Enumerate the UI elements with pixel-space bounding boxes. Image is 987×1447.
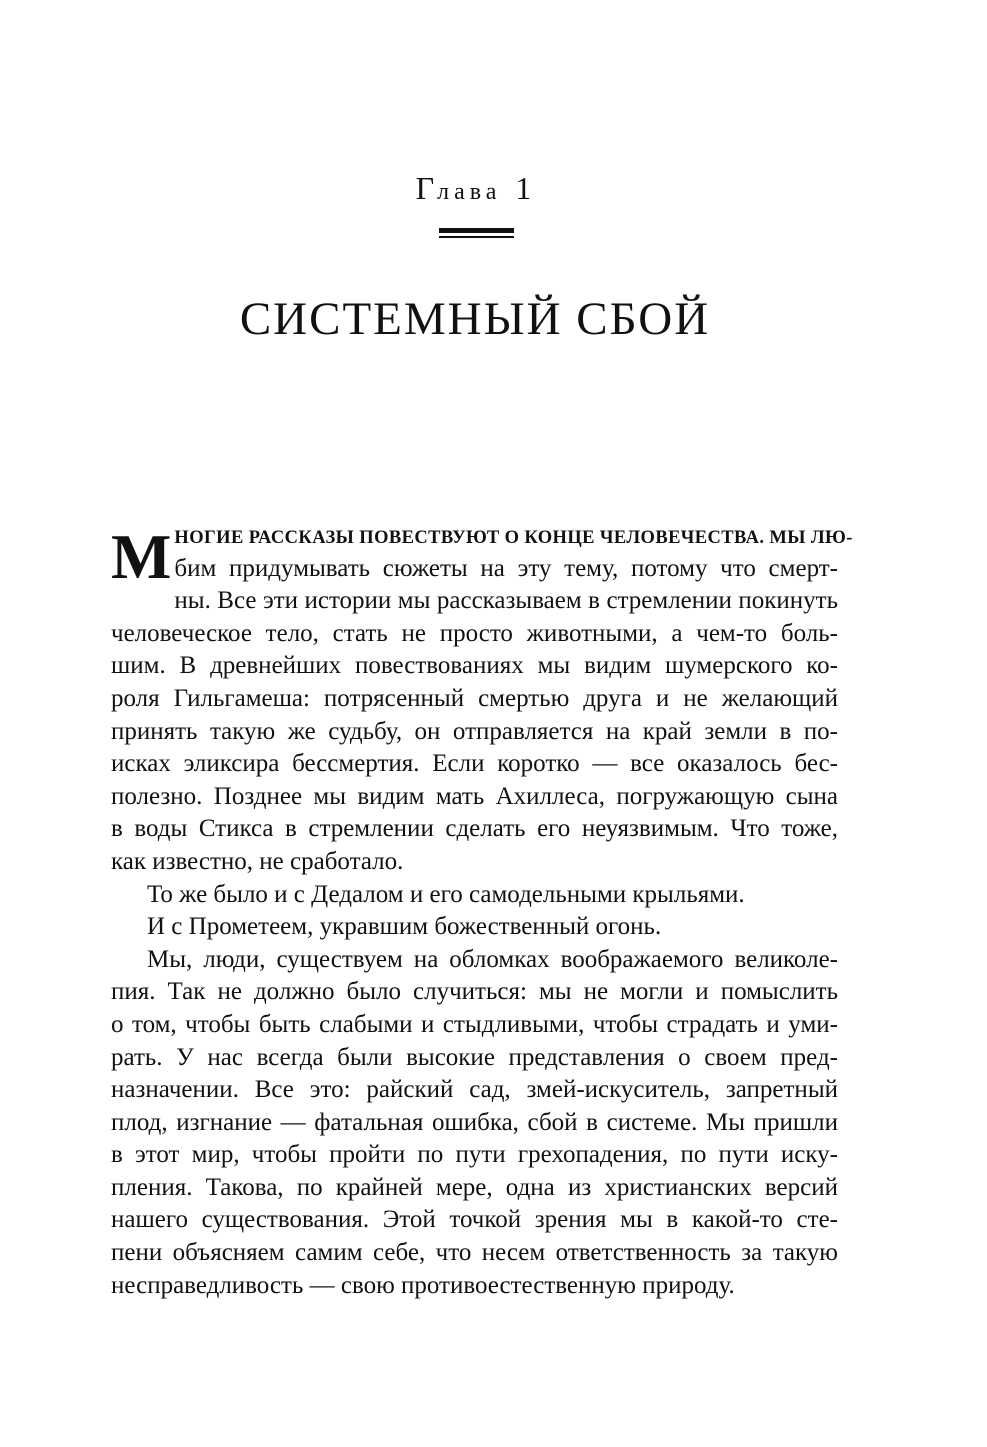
chapter-rule-thin [439,236,514,238]
text-line: полезно. Позднее мы видим мать Ахиллеса, погружающую сына [111,782,838,810]
text-line: исках эликсира бессмертия. Если коротко — все оказалось бес- [111,750,838,778]
text-line: в воды Стикса в стремлении сделать его неуязвимым. Что тоже, [111,815,838,843]
chapter-label-initial: Г [415,170,438,206]
text-line: Мы, люди, существуем на обломках воображаемого великоле- [147,945,838,973]
text-line: как известно, не сработало. [111,847,404,875]
text-line: ны. Все эти истории мы рассказываем в стремлении покинуть [174,587,838,615]
text-line: человеческое тело, стать не просто животными, а чем-то боль- [111,619,838,647]
text-line: принять такую же судьбу, он отправляется на край земли в по- [111,717,838,745]
text-line: То же было и с Дедалом и его самодельными крыльями. [147,880,745,908]
chapter-label [0,170,950,207]
text-line: пления. Такова, по крайней мере, одна из христианских версий [111,1173,838,1201]
text-line: бим придумывать сюжеты на эту тему, потому что смерт- [174,554,838,582]
body-text [111,520,853,1302]
text-line: И с Прометеем, укравшим божественный огонь. [147,913,662,941]
text-line: назначении. Все это: райский сад, змей-искуситель, запретный [111,1076,838,1104]
chapter-rule-thick [439,228,514,233]
text-line: рать. У нас всегда были высокие представления о своем пред- [111,1043,838,1071]
text-line: о том, чтобы быть слабыми и стыдливыми, чтобы страдать и уми- [111,1010,838,1038]
drop-cap: М [111,521,172,592]
lead-line: НОГИЕ РАССКАЗЫ ПОВЕСТВУЮТ О КОНЦЕ ЧЕЛОВЕЧЕСТВА. МЫ ЛЮ- [174,528,853,548]
text-line: пени объясняем самим себе, что несем ответственность за такую [111,1239,838,1267]
chapter-number: 1 [515,170,535,206]
text-line: шим. В древнейших повествованиях мы видим шумерского ко- [111,652,838,680]
chapter-title: СИСТЕМНЫЙ СБОЙ [239,293,711,345]
text-line: плод, изгнание — фатальная ошибка, сбой в системе. Мы пришли [111,1108,838,1136]
text-line: пия. Так не должно было случиться: мы не могли и помыслить [111,978,838,1006]
text-line: в этот мир, чтобы пройти по пути грехопадения, по пути иску- [111,1141,838,1169]
text-line: роля Гильгамеша: потрясенный смертью друга и не желающий [111,684,838,712]
text-line: нашего существования. Этой точкой зрения мы в какой-то сте- [111,1206,838,1234]
chapter-label-word: лава [437,179,502,205]
text-line: несправедливость — свою противоестественную природу. [111,1271,735,1299]
